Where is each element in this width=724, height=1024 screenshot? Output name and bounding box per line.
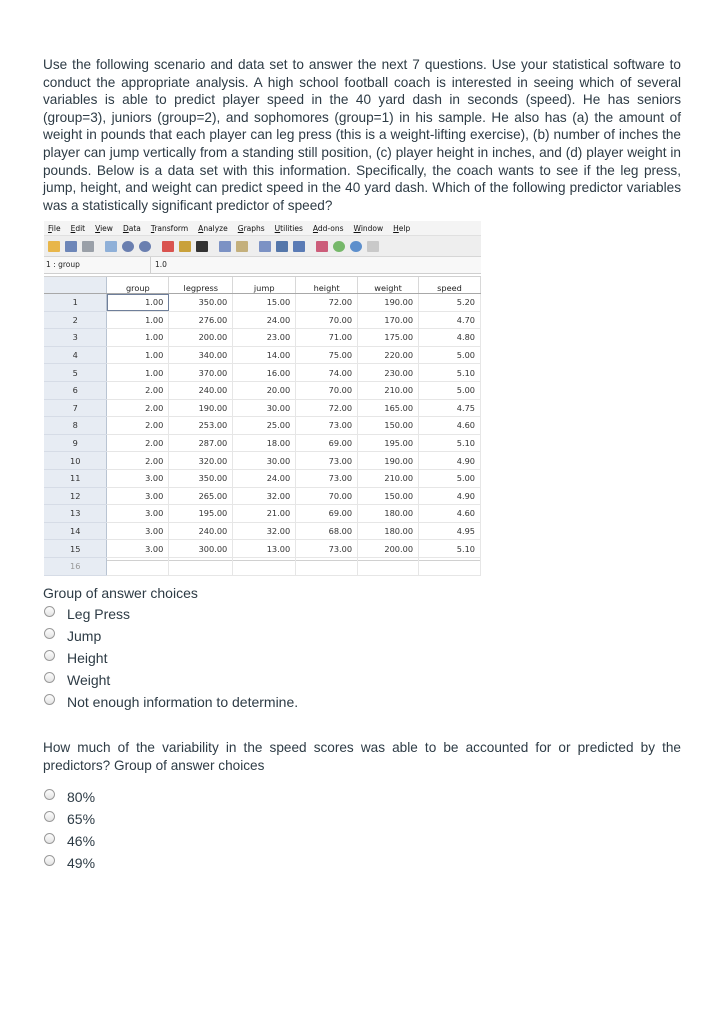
row-number[interactable]: 15: [44, 540, 107, 558]
row-number[interactable]: 2: [44, 311, 107, 329]
goto-case-icon[interactable]: [162, 241, 174, 252]
table-cell-group[interactable]: 2.00: [107, 434, 169, 452]
table-cell-weight[interactable]: 150.00: [358, 417, 419, 435]
menu-view[interactable]: View: [95, 223, 113, 233]
choice-height[interactable]: [44, 650, 107, 666]
table-cell-speed[interactable]: 5.20: [419, 294, 481, 312]
spss-data-editor: [44, 221, 481, 572]
spss-toolbar: [44, 236, 481, 257]
table-row: [44, 522, 481, 540]
table-cell-group[interactable]: 2.00: [107, 417, 169, 435]
spss-menubar: [44, 221, 481, 236]
menu-transform[interactable]: Transform: [150, 223, 189, 233]
row-number[interactable]: 13: [44, 505, 107, 523]
table-cell-height[interactable]: 69.00: [296, 434, 358, 452]
table-cell-height[interactable]: 73.00: [296, 469, 358, 487]
row-number[interactable]: 1: [44, 294, 107, 312]
select-cases-icon[interactable]: [293, 241, 305, 252]
table-cell-legpress[interactable]: 240.00: [169, 522, 233, 540]
table-cell-legpress[interactable]: 265.00: [169, 487, 233, 505]
table-cell-height[interactable]: 71.00: [296, 329, 358, 347]
table-cell-group[interactable]: 3.00: [107, 522, 169, 540]
table-cell-height[interactable]: 69.00: [296, 505, 358, 523]
menu-analyze[interactable]: Analyze: [198, 223, 228, 233]
insert-case-icon[interactable]: [219, 241, 231, 252]
menu-addons[interactable]: Add-ons: [312, 223, 344, 233]
table-row: [44, 329, 481, 347]
menu-data[interactable]: Data: [122, 223, 141, 233]
value-labels-icon[interactable]: [316, 241, 328, 252]
table-cell-group[interactable]: 3.00: [107, 469, 169, 487]
show-sets-icon[interactable]: [350, 241, 362, 252]
choice-label: 46%: [67, 833, 96, 849]
weight-cases-icon[interactable]: [276, 241, 288, 252]
table-cell-speed[interactable]: 5.00: [419, 381, 481, 399]
table-cell-legpress[interactable]: 190.00: [169, 399, 233, 417]
table-row: [44, 346, 481, 364]
radio-button[interactable]: [44, 606, 55, 617]
choice-label: 65%: [67, 811, 96, 827]
cell-bar-divider: [150, 257, 151, 273]
column-header-group[interactable]: group: [107, 277, 169, 294]
table-cell-jump[interactable]: 13.00: [233, 540, 296, 558]
grid-corner[interactable]: [44, 277, 107, 294]
row-number[interactable]: 5: [44, 364, 107, 382]
table-cell-weight[interactable]: 190.00: [358, 452, 419, 470]
table-cell-group[interactable]: 3.00: [107, 505, 169, 523]
row-number[interactable]: 10: [44, 452, 107, 470]
cell-value-input[interactable]: 1.0: [155, 260, 167, 269]
row-number[interactable]: 16: [44, 557, 107, 575]
table-cell-legpress[interactable]: 320.00: [169, 452, 233, 470]
column-header-speed[interactable]: speed: [419, 277, 481, 294]
table-cell-weight[interactable]: 170.00: [358, 311, 419, 329]
table-cell-weight[interactable]: 200.00: [358, 540, 419, 558]
question-1-choices-title: Group of answer choices: [43, 585, 198, 601]
table-cell-jump[interactable]: 21.00: [233, 505, 296, 523]
undo-icon[interactable]: [122, 241, 134, 252]
choice-label: Leg Press: [67, 606, 131, 622]
table-row: [44, 487, 481, 505]
table-cell-height[interactable]: 74.00: [296, 364, 358, 382]
row-number[interactable]: 9: [44, 434, 107, 452]
split-file-icon[interactable]: [259, 241, 271, 252]
find-icon[interactable]: [196, 241, 208, 252]
table-cell-group[interactable]: 1.00: [107, 294, 169, 312]
table-cell-height[interactable]: 72.00: [296, 294, 358, 312]
table-row: [44, 417, 481, 435]
variables-icon[interactable]: [179, 241, 191, 252]
menu-utilities[interactable]: Utilities: [274, 223, 303, 233]
table-cell-legpress[interactable]: 195.00: [169, 505, 233, 523]
table-cell-legpress[interactable]: 350.00: [169, 469, 233, 487]
table-cell-speed[interactable]: 4.90: [419, 487, 481, 505]
table-cell-jump[interactable]: 14.00: [233, 346, 296, 364]
question-2-text: How much of the variability in the speed scores was able to be accounted for or predicted by the predictors? Group of answer choices: [43, 740, 681, 773]
table-cell-legpress[interactable]: 370.00: [169, 364, 233, 382]
table-cell-height[interactable]: 73.00: [296, 452, 358, 470]
table-cell-legpress[interactable]: 240.00: [169, 381, 233, 399]
table-row: [44, 434, 481, 452]
choice-label: Jump: [67, 628, 102, 644]
radio-button[interactable]: [44, 628, 55, 639]
spell-check-icon[interactable]: [367, 241, 379, 252]
table-cell-empty[interactable]: [358, 557, 419, 575]
open-icon[interactable]: [48, 241, 60, 252]
column-header-jump[interactable]: jump: [233, 277, 296, 294]
table-cell-speed[interactable]: 4.70: [419, 311, 481, 329]
radio-button[interactable]: [44, 650, 55, 661]
table-cell-legpress[interactable]: 287.00: [169, 434, 233, 452]
row-number[interactable]: 6: [44, 381, 107, 399]
table-row: [44, 399, 481, 417]
table-cell-legpress[interactable]: 340.00: [169, 346, 233, 364]
choice-label: Weight: [67, 672, 111, 688]
table-cell-speed[interactable]: 5.00: [419, 346, 481, 364]
choice-not-enough-info[interactable]: [44, 694, 298, 710]
table-cell-jump[interactable]: 30.00: [233, 399, 296, 417]
radio-button[interactable]: [44, 811, 55, 822]
question-1-text: Use the following scenario and data set to answer the next 7 questions. Use your statistical software to conduct the appropriate analysis. A high school football coach is interested in seeing which of several variables is able to predict player speed in the 40 yard dash in seconds (speed). He has seniors (group=3), juniors (group=2), and sophomores (group=1) in his sample. He also has (a) the amount of weight in pounds that each player can leg press (this is a weight-lifting exercise), (b) number of inches the player can jump vertically from a standing still position, (c) player height in inches, and (d) player weight in pounds. Below is a data set with this information. Specifically, the coach wants to see if the leg press, jump, height, and weight can predict speed in the 40 yard dash. Which of the following predictor variables was a statistically significant predictor of speed?: [43, 57, 681, 213]
cell-reference: 1 : group: [46, 260, 80, 269]
table-cell-group[interactable]: 2.00: [107, 399, 169, 417]
table-row: [44, 540, 481, 558]
table-cell-height[interactable]: 70.00: [296, 381, 358, 399]
column-header-height[interactable]: height: [296, 277, 358, 294]
choice-leg-press[interactable]: [44, 606, 130, 622]
choice-label: Height: [67, 650, 108, 666]
row-number[interactable]: 14: [44, 522, 107, 540]
menu-help[interactable]: Help: [393, 223, 411, 233]
use-sets-icon[interactable]: [333, 241, 345, 252]
insert-variable-icon[interactable]: [236, 241, 248, 252]
table-cell-weight[interactable]: 195.00: [358, 434, 419, 452]
dialog-recall-icon[interactable]: [105, 241, 117, 252]
table-cell-empty[interactable]: [169, 557, 233, 575]
choice-label: 80%: [67, 789, 96, 805]
table-cell-jump[interactable]: 16.00: [233, 364, 296, 382]
table-cell-group[interactable]: 1.00: [107, 329, 169, 347]
table-cell-weight[interactable]: 165.00: [358, 399, 419, 417]
table-row: [44, 452, 481, 470]
table-cell-weight[interactable]: 175.00: [358, 329, 419, 347]
row-number[interactable]: 12: [44, 487, 107, 505]
table-row: [44, 294, 481, 312]
table-cell-jump[interactable]: 23.00: [233, 329, 296, 347]
row-number[interactable]: 8: [44, 417, 107, 435]
table-cell-weight[interactable]: 180.00: [358, 522, 419, 540]
table-cell-weight[interactable]: 180.00: [358, 505, 419, 523]
table-cell-height[interactable]: 70.00: [296, 487, 358, 505]
menu-graphs[interactable]: Graphs: [237, 223, 265, 233]
table-cell-jump[interactable]: 24.00: [233, 311, 296, 329]
table-cell-weight[interactable]: 230.00: [358, 364, 419, 382]
table-cell-speed[interactable]: 5.10: [419, 434, 481, 452]
choice-label: Not enough information to determine.: [67, 694, 299, 710]
table-cell-empty[interactable]: [107, 557, 169, 575]
table-cell-speed[interactable]: 4.90: [419, 452, 481, 470]
table-cell-speed[interactable]: 5.10: [419, 540, 481, 558]
table-cell-jump[interactable]: 15.00: [233, 294, 296, 312]
menu-file[interactable]: File: [48, 223, 61, 233]
choice-80-percent[interactable]: [44, 789, 95, 805]
table-cell-speed[interactable]: 4.60: [419, 417, 481, 435]
table-cell-height[interactable]: 73.00: [296, 540, 358, 558]
table-cell-empty[interactable]: [233, 557, 296, 575]
row-number[interactable]: 7: [44, 399, 107, 417]
save-icon[interactable]: [65, 241, 77, 252]
table-cell-jump[interactable]: 32.00: [233, 487, 296, 505]
table-cell-group[interactable]: 1.00: [107, 346, 169, 364]
radio-button[interactable]: [44, 672, 55, 683]
column-header-weight[interactable]: weight: [358, 277, 419, 294]
table-cell-height[interactable]: 72.00: [296, 399, 358, 417]
table-cell-speed[interactable]: 5.10: [419, 364, 481, 382]
table-cell-weight[interactable]: 190.00: [358, 294, 419, 312]
table-cell-legpress[interactable]: 253.00: [169, 417, 233, 435]
table-cell-height[interactable]: 75.00: [296, 346, 358, 364]
table-cell-speed[interactable]: 4.80: [419, 329, 481, 347]
table-cell-weight[interactable]: 220.00: [358, 346, 419, 364]
table-row: [44, 505, 481, 523]
table-cell-jump[interactable]: 25.00: [233, 417, 296, 435]
table-cell-empty[interactable]: [296, 557, 358, 575]
table-row: [44, 364, 481, 382]
table-cell-weight[interactable]: 210.00: [358, 381, 419, 399]
choice-weight[interactable]: [44, 672, 110, 688]
choice-jump[interactable]: [44, 628, 101, 644]
table-cell-speed[interactable]: 4.60: [419, 505, 481, 523]
grid-header-row: [44, 277, 481, 294]
table-cell-group[interactable]: 2.00: [107, 452, 169, 470]
table-cell-empty[interactable]: [419, 557, 481, 575]
data-grid: [44, 277, 481, 576]
table-cell-height[interactable]: 68.00: [296, 522, 358, 540]
row-number[interactable]: 3: [44, 329, 107, 347]
table-cell-group[interactable]: 2.00: [107, 381, 169, 399]
table-cell-group[interactable]: 3.00: [107, 540, 169, 558]
table-row: [44, 381, 481, 399]
table-cell-weight[interactable]: 150.00: [358, 487, 419, 505]
table-cell-group[interactable]: 3.00: [107, 487, 169, 505]
table-cell-jump[interactable]: 32.00: [233, 522, 296, 540]
table-cell-height[interactable]: 73.00: [296, 417, 358, 435]
table-cell-speed[interactable]: 5.00: [419, 469, 481, 487]
menu-edit[interactable]: Edit: [70, 223, 86, 233]
radio-button[interactable]: [44, 855, 55, 866]
table-cell-jump[interactable]: 24.00: [233, 469, 296, 487]
choice-46-percent[interactable]: [44, 833, 95, 849]
row-number[interactable]: 4: [44, 346, 107, 364]
table-cell-legpress[interactable]: 276.00: [169, 311, 233, 329]
table-row: [44, 469, 481, 487]
row-number[interactable]: 11: [44, 469, 107, 487]
table-cell-height[interactable]: 70.00: [296, 311, 358, 329]
table-cell-jump[interactable]: 20.00: [233, 381, 296, 399]
table-cell-legpress[interactable]: 300.00: [169, 540, 233, 558]
menu-window[interactable]: Window: [353, 223, 384, 233]
table-cell-group[interactable]: 1.00: [107, 364, 169, 382]
choice-49-percent[interactable]: [44, 855, 95, 871]
table-cell-speed[interactable]: 4.95: [419, 522, 481, 540]
choice-label: 49%: [67, 855, 96, 871]
table-cell-speed[interactable]: 4.75: [419, 399, 481, 417]
table-cell-jump[interactable]: 30.00: [233, 452, 296, 470]
column-header-legpress[interactable]: legpress: [169, 277, 233, 294]
print-icon[interactable]: [82, 241, 94, 252]
radio-button[interactable]: [44, 789, 55, 800]
radio-button[interactable]: [44, 694, 55, 705]
table-row: [44, 311, 481, 329]
table-cell-weight[interactable]: 210.00: [358, 469, 419, 487]
radio-button[interactable]: [44, 833, 55, 844]
table-cell-jump[interactable]: 18.00: [233, 434, 296, 452]
redo-icon[interactable]: [139, 241, 151, 252]
table-cell-legpress[interactable]: 200.00: [169, 329, 233, 347]
table-row-empty: [44, 557, 481, 575]
cell-editor-bar: [44, 257, 481, 274]
table-cell-group[interactable]: 1.00: [107, 311, 169, 329]
choice-65-percent[interactable]: [44, 811, 95, 827]
table-cell-legpress[interactable]: 350.00: [169, 294, 233, 312]
